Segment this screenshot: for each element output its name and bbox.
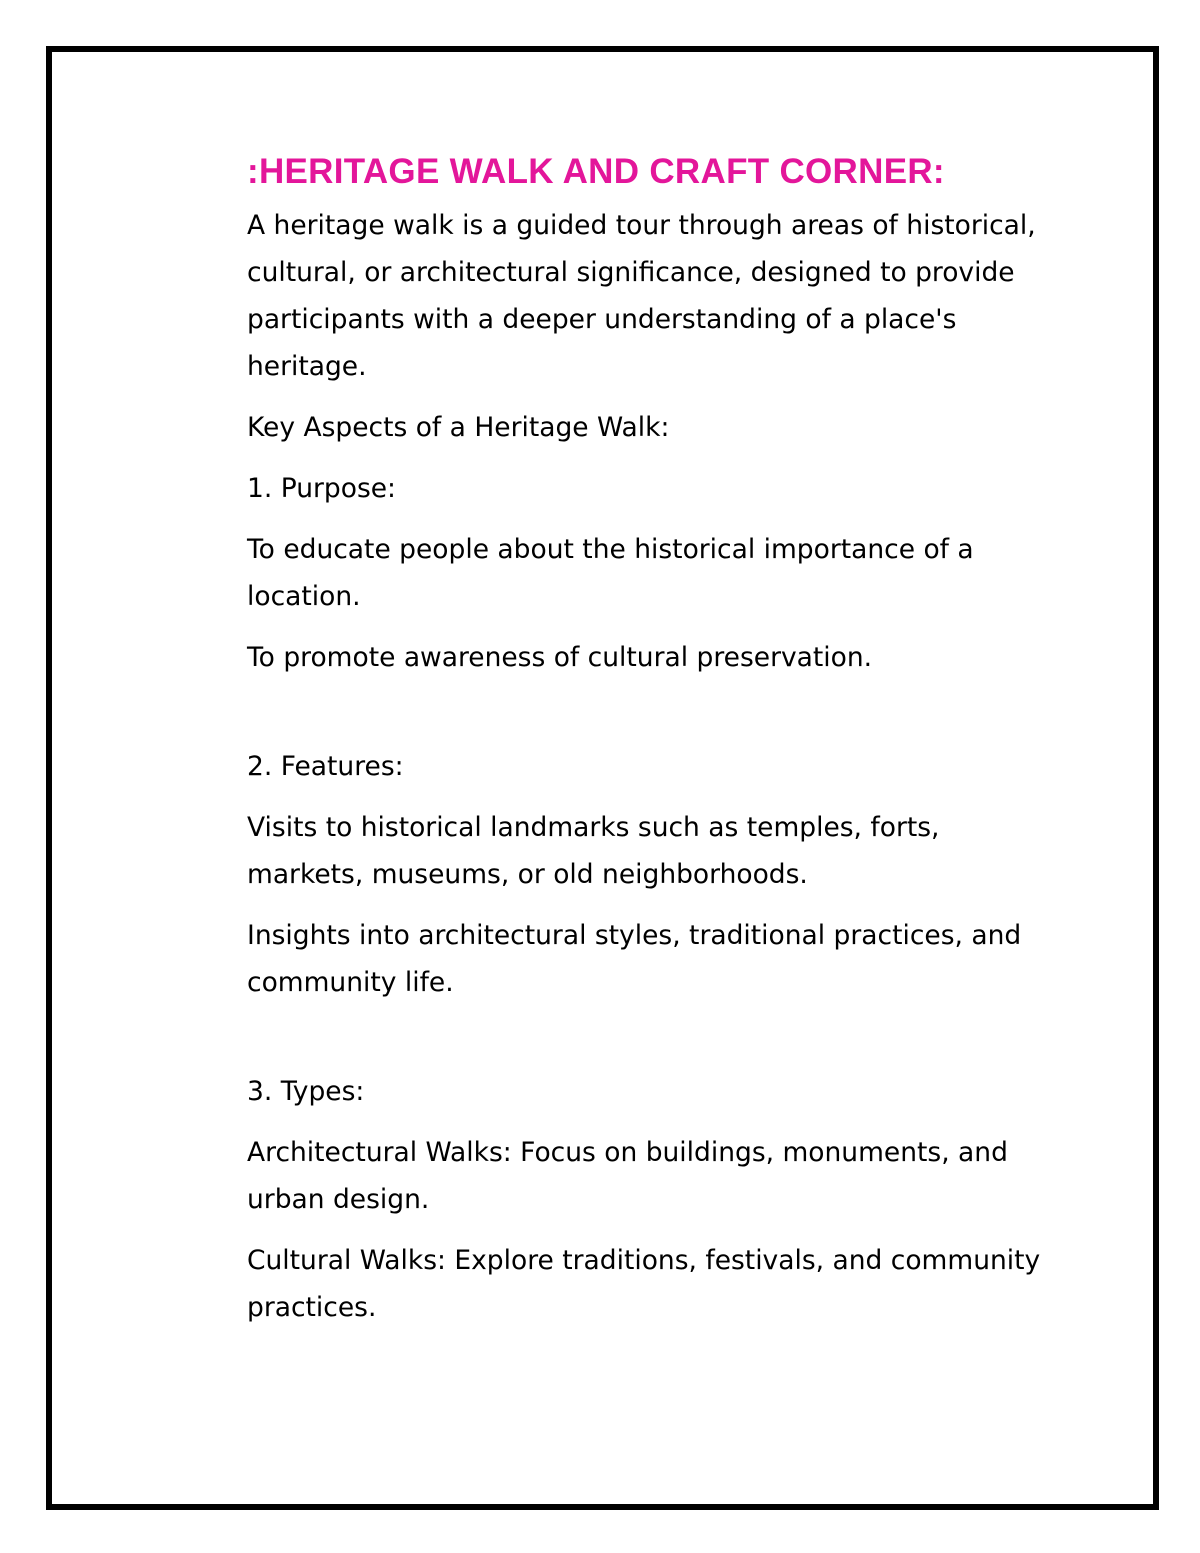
purpose-point: To educate people about the historical importance of a location. — [247, 534, 974, 612]
types-point: Cultural Walks: Explore traditions, festivals, and community practices. — [247, 1245, 1041, 1323]
document-title: :HERITAGE WALK AND CRAFT CORNER: — [247, 152, 945, 191]
intro-paragraph: A heritage walk is a guided tour through areas of historical, cultural, or architectural significance, designed to provide participants with a deeper understanding of a place's heritage. — [247, 210, 1036, 382]
key-aspects-heading: Key Aspects of a Heritage Walk: — [247, 412, 670, 443]
features-point: Insights into architectural styles, traditional practices, and community life. — [247, 920, 1022, 998]
document-body — [247, 150, 1047, 1345]
purpose-point: To promote awareness of cultural preservation. — [247, 642, 873, 673]
section-spacer — [247, 695, 1047, 743]
section-heading-types: 3. Types: — [247, 1076, 365, 1107]
types-point: Architectural Walks: Focus on buildings, monuments, and urban design. — [247, 1137, 1008, 1215]
section-heading-purpose: 1. Purpose: — [247, 473, 396, 504]
section-spacer — [247, 1020, 1047, 1068]
section-heading-features: 2. Features: — [247, 751, 404, 782]
features-point: Visits to historical landmarks such as temples, forts, markets, museums, or old neighborhoods. — [247, 812, 940, 890]
